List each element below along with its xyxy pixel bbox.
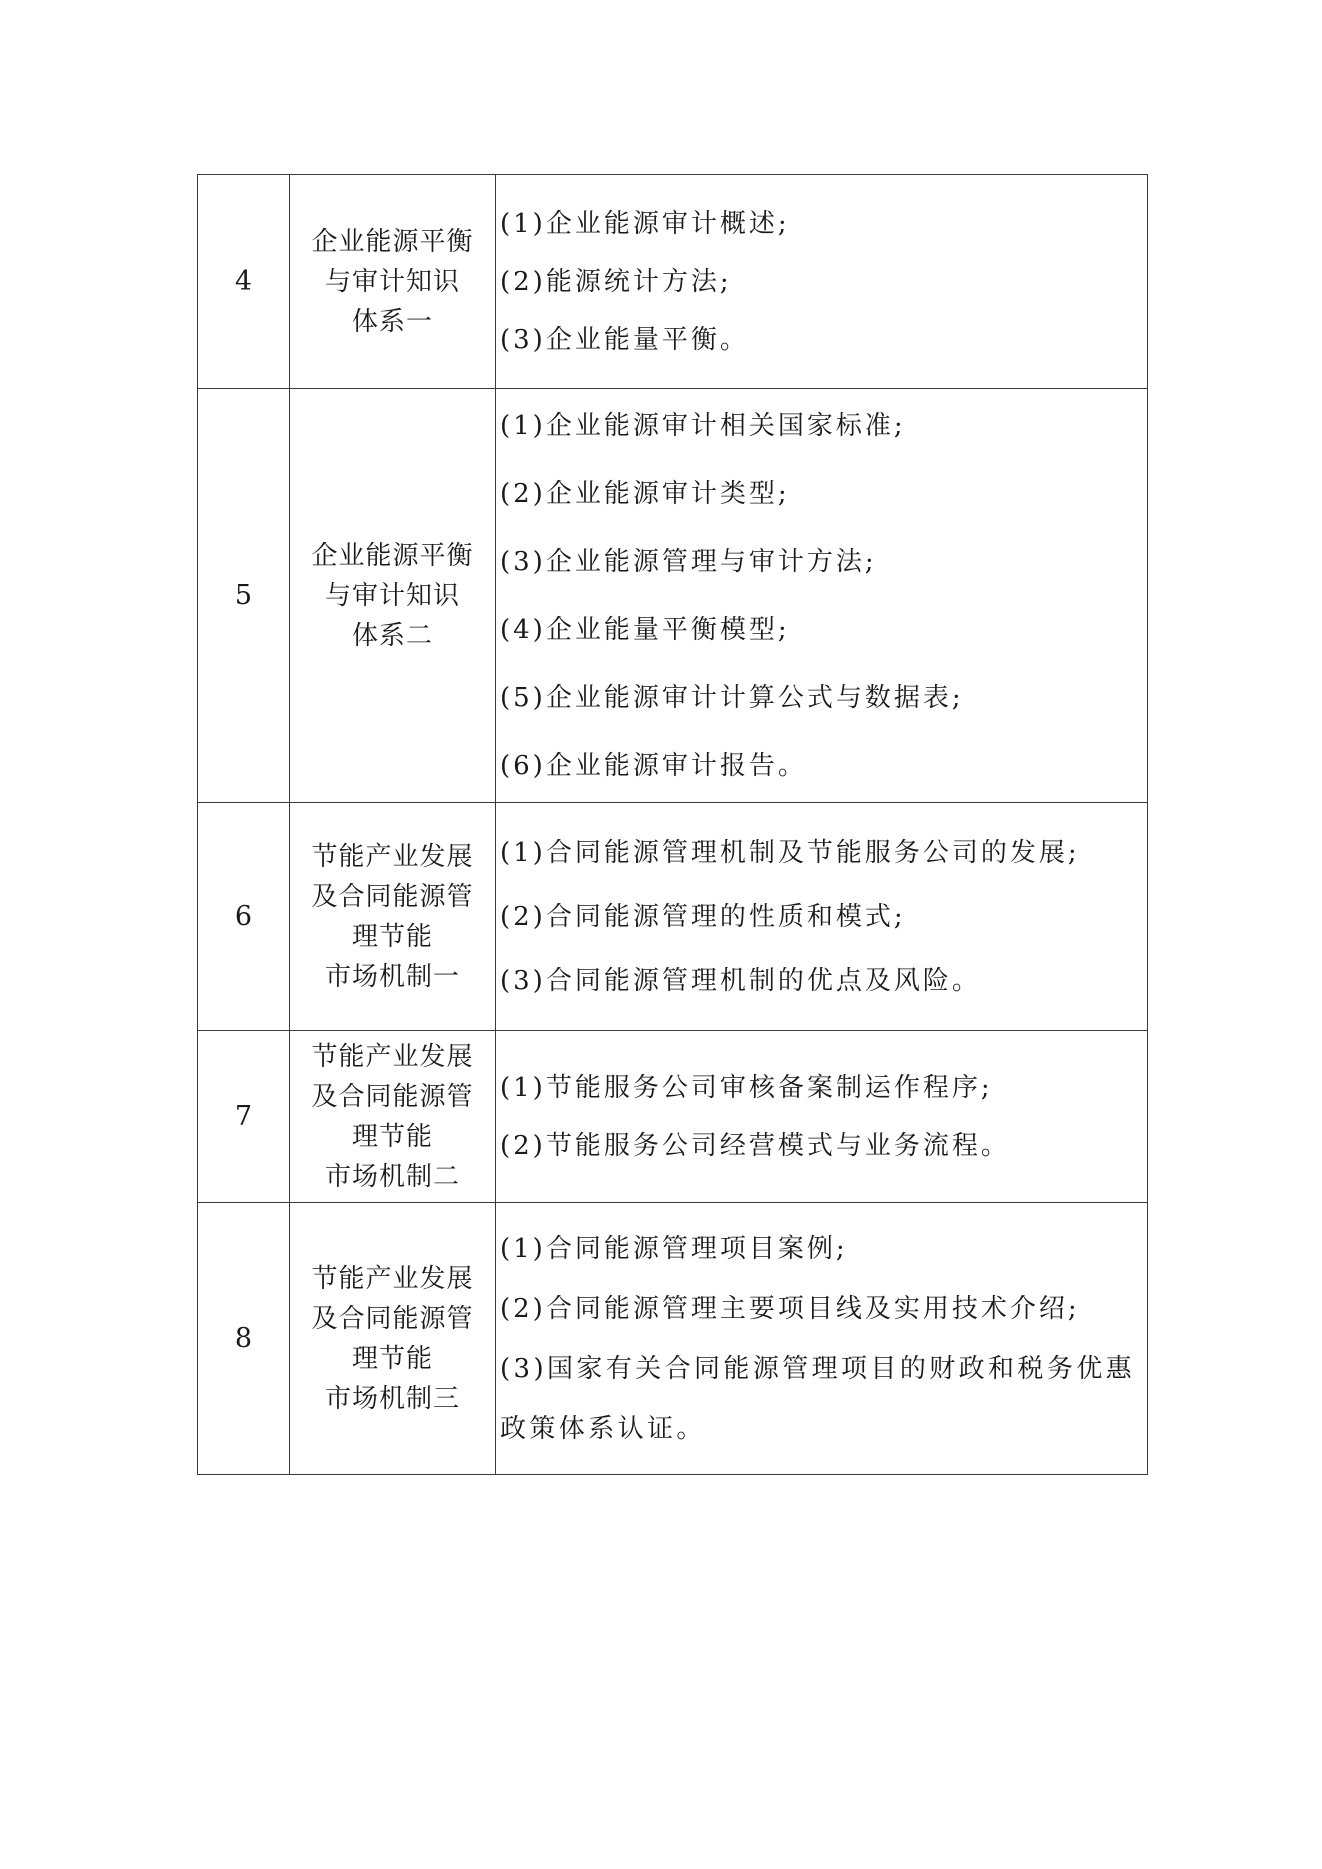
content-item: (2)合同能源管理的性质和模式; bbox=[500, 901, 906, 932]
table-row bbox=[198, 175, 1148, 389]
content-item: (2)合同能源管理主要项目线及实用技术介绍; bbox=[500, 1293, 1080, 1324]
content-item: (1)企业能源审计相关国家标准; bbox=[500, 410, 906, 441]
row-number: 4 bbox=[198, 175, 290, 389]
module-title-line: 节能产业发展 bbox=[311, 1041, 474, 1072]
row-number: 6 bbox=[198, 803, 290, 1031]
content-item: (1)节能服务公司审核备案制运作程序; bbox=[500, 1072, 993, 1103]
content-item: (5)企业能源审计计算公式与数据表; bbox=[500, 682, 964, 713]
module-title-line: 市场机制一 bbox=[324, 961, 460, 992]
content-item: (6)企业能源审计报告。 bbox=[500, 750, 807, 781]
table-row bbox=[198, 803, 1148, 1031]
module-content bbox=[496, 1031, 1148, 1203]
module-title-line: 理节能 bbox=[351, 1343, 433, 1374]
module-title-line: 及合同能源管 bbox=[311, 1303, 474, 1334]
module-title-line: 企业能源平衡 bbox=[311, 226, 474, 257]
content-item: (2)企业能源审计类型; bbox=[500, 478, 790, 509]
module-title-line: 节能产业发展 bbox=[311, 1263, 474, 1294]
row-number: 8 bbox=[198, 1203, 290, 1475]
module-title bbox=[290, 175, 496, 389]
module-content bbox=[496, 175, 1148, 389]
module-content bbox=[496, 803, 1148, 1031]
row-number: 5 bbox=[198, 389, 290, 803]
table-row bbox=[198, 1203, 1148, 1475]
course-content-table bbox=[197, 174, 1148, 1475]
module-title-line: 及合同能源管 bbox=[311, 1081, 474, 1112]
content-item: (3)企业能量平衡。 bbox=[500, 324, 749, 355]
module-title-line: 体系一 bbox=[351, 306, 433, 337]
module-title-line: 与审计知识 bbox=[324, 580, 460, 611]
module-title-line: 理节能 bbox=[351, 921, 433, 952]
content-item: (3)国家有关合同能源管理项目的财政和税务优惠政策体系认证。 bbox=[500, 1353, 1136, 1444]
module-title-line: 市场机制二 bbox=[324, 1161, 460, 1192]
module-title-line: 节能产业发展 bbox=[311, 841, 474, 872]
module-title bbox=[290, 803, 496, 1031]
module-content bbox=[496, 1203, 1148, 1475]
module-content bbox=[496, 389, 1148, 803]
content-item: (2)能源统计方法; bbox=[500, 266, 732, 297]
table-row bbox=[198, 389, 1148, 803]
module-title-line: 体系二 bbox=[351, 620, 433, 651]
module-title-line: 及合同能源管 bbox=[311, 881, 474, 912]
module-title-line: 市场机制三 bbox=[324, 1383, 460, 1414]
row-number: 7 bbox=[198, 1031, 290, 1203]
table-row bbox=[198, 1031, 1148, 1203]
module-title bbox=[290, 1031, 496, 1203]
module-title-line: 理节能 bbox=[351, 1121, 433, 1152]
module-title bbox=[290, 389, 496, 803]
content-item: (1)合同能源管理项目案例; bbox=[500, 1233, 848, 1264]
content-item: (3)企业能源管理与审计方法; bbox=[500, 546, 877, 577]
content-item: (1)企业能源审计概述; bbox=[500, 208, 790, 239]
content-item: (3)合同能源管理机制的优点及风险。 bbox=[500, 965, 981, 996]
content-item: (1)合同能源管理机制及节能服务公司的发展; bbox=[500, 837, 1080, 868]
module-title-line: 企业能源平衡 bbox=[311, 540, 474, 571]
module-title bbox=[290, 1203, 496, 1475]
content-item: (4)企业能量平衡模型; bbox=[500, 614, 790, 645]
content-item: (2)节能服务公司经营模式与业务流程。 bbox=[500, 1130, 1010, 1161]
module-title-line: 与审计知识 bbox=[324, 266, 460, 297]
